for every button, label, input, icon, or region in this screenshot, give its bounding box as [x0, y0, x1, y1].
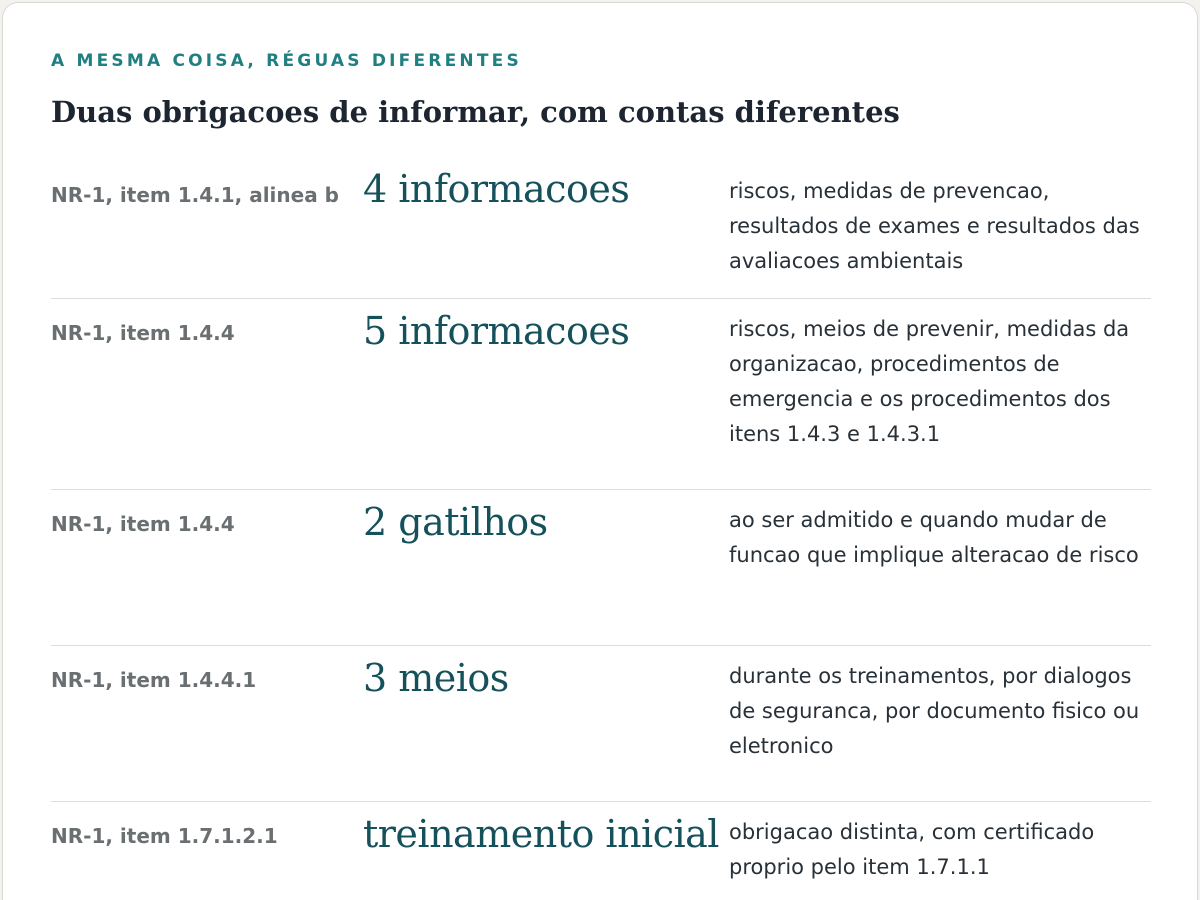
comparison-card — [2, 2, 1198, 900]
norm-reference: NR-1, item 1.7.1.2.1 — [51, 824, 278, 848]
card-heading: Duas obrigacoes de informar, com contas diferentes — [51, 95, 900, 129]
count-value: 2 gatilhos — [363, 500, 548, 544]
norm-reference: NR-1, item 1.4.4 — [51, 321, 235, 345]
obligation-description: ao ser admitido e quando mudar de funcao que implique alteracao de risco — [729, 508, 1139, 567]
count-value: treinamento inicial — [363, 812, 719, 856]
obligations-list — [51, 163, 1151, 900]
norm-reference: NR-1, item 1.4.4.1 — [51, 668, 257, 692]
count-value: 4 informacoes — [363, 167, 630, 211]
obligation-row — [51, 802, 1151, 900]
obligation-description: durante os treinamentos, por dialogos de seguranca, por documento fisico ou eletronico — [729, 664, 1140, 758]
obligation-description: riscos, meios de prevenir, medidas da organizacao, procedimentos de emergencia e os procedimentos dos itens 1.4.3 e 1.4.3.1 — [729, 317, 1130, 446]
count-value: 5 informacoes — [363, 309, 630, 353]
obligation-row — [51, 490, 1151, 646]
obligation-description: riscos, medidas de prevencao, resultados de exames e resultados das avaliacoes ambientais — [729, 179, 1140, 273]
norm-reference: NR-1, item 1.4.4 — [51, 512, 235, 536]
norm-reference: NR-1, item 1.4.1, alinea b — [51, 183, 339, 207]
obligation-row — [51, 646, 1151, 802]
obligation-description: obrigacao distinta, com certificado proprio pelo item 1.7.1.1 — [729, 820, 1095, 879]
count-value: 3 meios — [363, 656, 509, 700]
kicker-label: A MESMA COISA, RÉGUAS DIFERENTES — [51, 51, 522, 71]
obligation-row — [51, 299, 1151, 490]
obligation-row — [51, 163, 1151, 299]
